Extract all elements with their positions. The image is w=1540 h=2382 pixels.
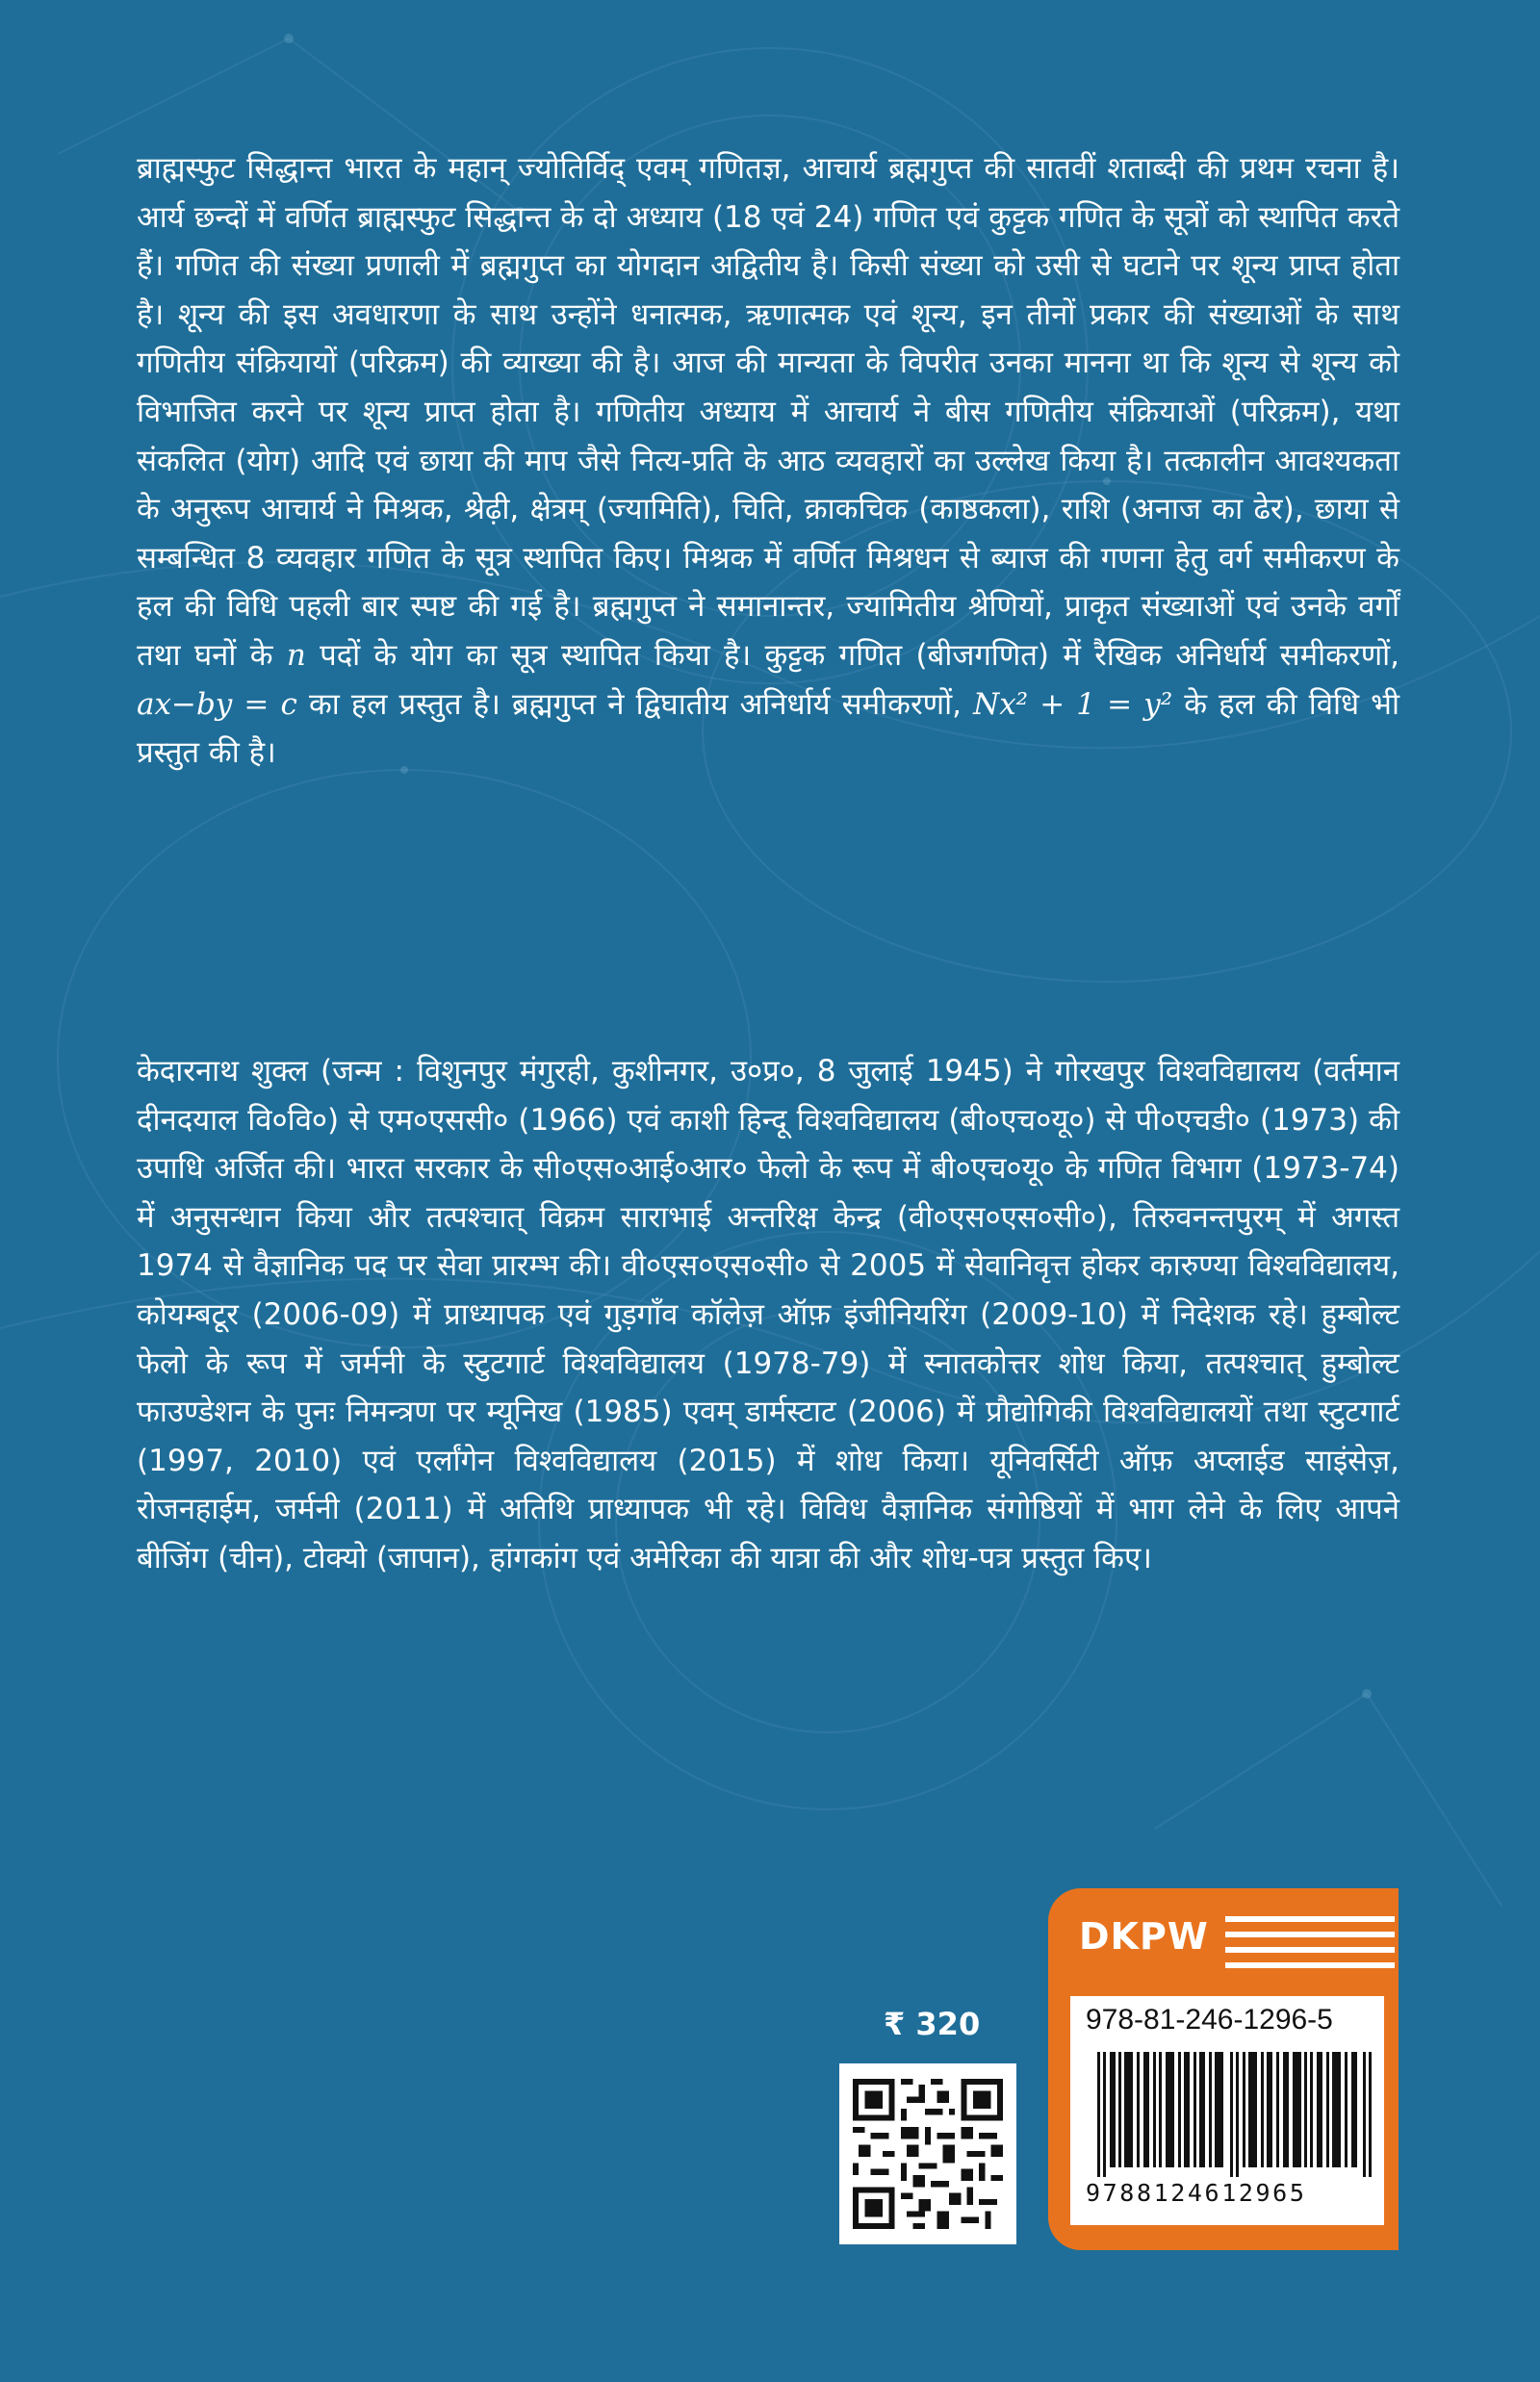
price-label: ₹ 320: [884, 2006, 981, 2042]
author-bio: केदारनाथ शुक्ल (जन्म : विशुनपुर मंगुरही, कुशीनगर, उ०प्र०, 8 जुलाई 1945) ने गोरखपुर विश्वविद्यालय (वर्तमान दीनदयाल वि०वि०) से एम०एससी० (1966) एवं काशी हिन्दू विश्वविद्यालय (बी०एच०यू०) से पी०एचडी० (1973) की उपाधि अर्जित की। भारत सरकार के सी०एस०आई०आर० फेलो के रूप में बी०एच०यू० के गणित विभाग (1973-74) में अनुसन्धान किया और तत्पश्चात् विक्रम साराभाई अन्तरिक्ष केन्द्र (वी०एस०एस०सी०), तिरुवनन्तपुरम् में अगस्त 1974 से वैज्ञानिक पद पर सेवा प्रारम्भ की। वी०एस०एस०सी० से 2005 में सेवानिवृत्त होकर कारुण्या विश्वविद्यालय, कोयम्बटूर (2006-09) में प्राध्यापक एवं गुड़गाँव कॉलेज़ ऑफ़ इंजीनियरिंग (2009-10) में निदेशक रहे। हुम्बोल्ट फेलो के रूप में जर्मनी के स्टुटगार्ट विश्वविद्यालय (1978-79) में स्नातकोत्तर शोध किया, तत्पश्चात् हुम्बोल्ट फाउण्डेशन के पुनः निमन्त्रण पर म्यूनिख (1985) एवम् डार्मस्टाट (2006) में प्रौद्योगिकी विश्वविद्यालयों तथा स्टुटगार्ट (1997, 2010) एवं एर्लांगेन विश्वविद्यालय (2015) में शोध किया। यूनिवर्सिटी ऑफ़ अप्लाईड साइंसेज़, रोजनहाईम, जर्मनी (2011) में अतिथि प्राध्यापक भी रहे। विविध वैज्ञानिक संगोष्ठियों में भाग लेने के लिए आपने बीजिंग (चीन), टोक्यो (जापान), हांगकांग एवं अमेरिका की यात्रा की और शोध-पत्र प्रस्तुत किए।: [137, 1054, 1399, 1575]
isbn-number: 978-81-246-1296-5: [1086, 2004, 1333, 2036]
book-description: [137, 144, 1399, 778]
description-text-1: ब्राह्मस्फुट सिद्धान्त भारत के महान् ज्योतिर्विद् एवम् गणितज्ञ, आचार्य ब्रह्मगुप्त की सातवीं शताब्दी की प्रथम रचना है। आर्य छन्दों में वर्णित ब्राह्मस्फुट सिद्धान्त के दो अध्याय (18 एवं 24) गणित एवं कुट्टक गणित के सूत्रों को स्थापित करते हैं। गणित की संख्या प्रणाली में ब्रह्मगुप्त का योगदान अद्वितीय है। किसी संख्या को उसी से घटाने पर शून्य प्राप्त होता है। शून्य की इस अवधारणा के साथ उन्होंने धनात्मक, ऋणात्मक एवं शून्य, इन तीनों प्रकार की संख्याओं के साथ गणितीय संक्रियायों (परिक्रम) की व्याख्या की है। आज की मान्यता के विपरीत उनका मानना था कि शून्य से शून्य को विभाजित करने पर शून्य प्राप्त होता है। गणितीय अध्याय में आचार्य ने बीस गणितीय संक्रियाओं (परिक्रम), यथा संकलित (योग) आदि एवं छाया की माप जैसे नित्य-प्रति के आठ व्यवहारों का उल्लेख किया है। तत्कालीन आवश्यकता के अनुरूप आचार्य ने मिश्रक, श्रेढ़ी, क्षेत्रम् (ज्यामिति), चिति, क्राकचिक (काष्ठकला), राशि (अनाज का ढेर), छाया से सम्बन्धित 8 व्यवहार गणित के सूत्र स्थापित किए। मिश्रक में वर्णित मिश्रधन से ब्याज की गणना हेतु वर्ग समीकरण के हल की विधि पहली बार स्पष्ट की गई है। ब्रह्मगुप्त ने समानान्तर, ज्यामितीय श्रेणियों, प्राकृत संख्याओं एवं उनके वर्गों तथा घनों के: [137, 151, 1399, 673]
barcode-icon: [1097, 2052, 1376, 2177]
math-linear-equation: ax−by = c: [137, 686, 297, 722]
math-pell-equation: Nx² + 1 = y²: [973, 686, 1173, 722]
qr-code-icon: [839, 2063, 1016, 2244]
description-text-4: के हल की विधि भी प्रस्तुत की है।: [137, 686, 1399, 771]
description-text-3: का हल प्रस्तुत है। ब्रह्मगुप्त ने द्विघातीय अनिर्धार्य समीकरणों,: [296, 686, 974, 722]
barcode-digits: 9788124612965: [1086, 2179, 1307, 2207]
math-variable-n: n: [286, 637, 306, 673]
publisher-lines-icon: [1225, 1908, 1395, 1978]
description-text-2: पदों के योग का सूत्र स्थापित किया है। कुट्टक गणित (बीजगणित) में रैखिक अनिर्धार्य समीकरणों,: [305, 637, 1399, 673]
publisher-name: DKPW: [1079, 1915, 1209, 1958]
